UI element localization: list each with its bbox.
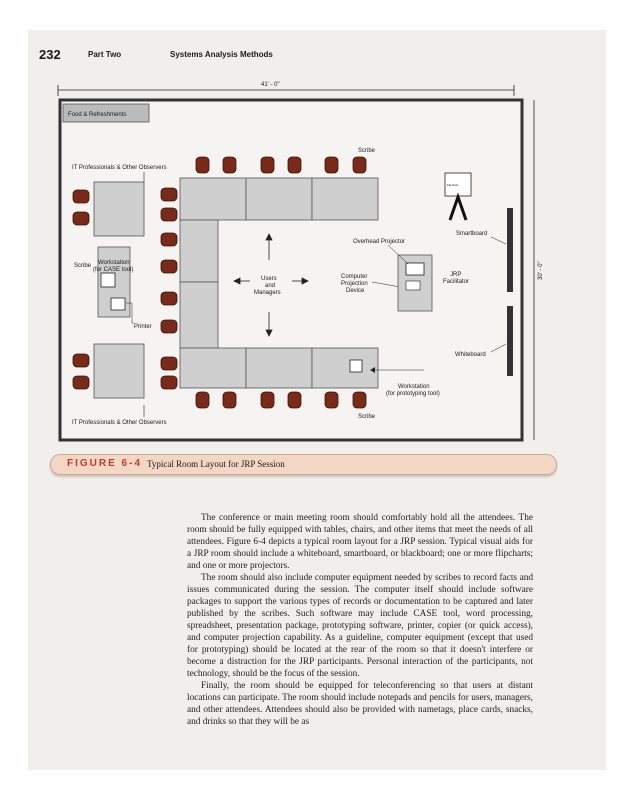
overhead-projector-icon (406, 263, 424, 275)
computer-icon (101, 273, 115, 287)
ws-proto-1: Workstation (398, 384, 430, 390)
part-label: Part Two (88, 50, 122, 59)
jrp-2: Facilitator (443, 279, 470, 285)
observer-table-bottom (94, 344, 144, 398)
whiteboard-label: Whiteboard (455, 352, 486, 358)
smartboard-label: Smartboard (456, 231, 488, 237)
food-label: Food & Refreshments (68, 112, 127, 118)
width-dim-text: 41' - 0" (261, 82, 280, 88)
paragraph-3: Finally, the room should be equipped for teleconferencing so that users at distant locations can participate. The room should include notepads and pencils for users, managers, and other attendees. Attendees should also be provided with nametags, place cards, snacks, and drinks so that they will be as (187, 681, 533, 727)
body-text (187, 512, 533, 728)
computer-1: Computer (341, 274, 368, 280)
room-layout-diagram (28, 30, 606, 450)
page-number: 232 (39, 47, 61, 62)
ws-proto-2: (for prototyping tool) (386, 391, 440, 397)
width-dimension (58, 82, 514, 96)
flipchart-label: Flipchart (447, 183, 459, 187)
section-label: Systems Analysis Methods (170, 50, 273, 59)
ws-case-2: (for CASE tool) (93, 267, 134, 273)
scribe-bottom-label: Scribe (358, 414, 376, 420)
height-dimension (534, 100, 544, 440)
computer-2: Projection (341, 281, 368, 287)
users-1: Users (261, 276, 277, 282)
scribe-top-label: Scribe (358, 148, 376, 154)
paragraph-2: The room should also include computer equipment needed by scribes to record facts and issues communicated during the session. The computer itself should include software packages to support the various types of records or documentation to be captured and later published by the scribes. Such software may include CASE tool, word processing, spreadsheet, presentation package, prototyping software, printer, copier (or quick access), and computer projection capability. As a guideline, computer equipment (except that used for prototyping) should be located at the rear of the room so that it doesn't interfere or become a distraction for the JRP participants. Personal interaction of the participants, not technology, should be the focus of the session. (187, 573, 533, 679)
height-dim-text: 30' - 0" (538, 261, 544, 280)
users-2: and (265, 283, 276, 289)
book-page (28, 30, 606, 770)
printer-icon (111, 298, 125, 310)
printer-label: Printer (134, 324, 152, 330)
smartboard-panel (507, 208, 513, 292)
figure-caption (50, 454, 557, 475)
users-3: Managers (254, 290, 281, 296)
it-top-label: IT Professionals & Other Observers (72, 165, 167, 171)
projection-device-icon (406, 281, 420, 290)
ws-case-1: Workstation (98, 260, 130, 266)
it-bottom-label: IT Professionals & Other Observers (72, 420, 167, 426)
scribe-left-label: Scribe (74, 263, 92, 269)
paragraph-1: The conference or main meeting room should comfortably hold all the attendees. The room should be fully equipped with tables, chairs, and other items that meet the needs of all attendees. Figure 6-4 depicts a typical room layout for a JRP session. Typical visual aids for a JRP room should include a whiteboard, smartboard, or blackboard; one or more flipcharts; and one or more projectors. (187, 513, 533, 571)
prototype-computer-icon (350, 360, 362, 372)
computer-3: Device (346, 288, 365, 294)
whiteboard-panel (507, 306, 513, 376)
jrp-1: JRP (450, 272, 462, 278)
figure-title: Typical Room Layout for JRP Session (147, 459, 285, 469)
figure-label: FIGURE 6-4 (67, 458, 143, 469)
overhead-label: Overhead Projector (353, 239, 406, 245)
observer-table-top (94, 182, 144, 236)
